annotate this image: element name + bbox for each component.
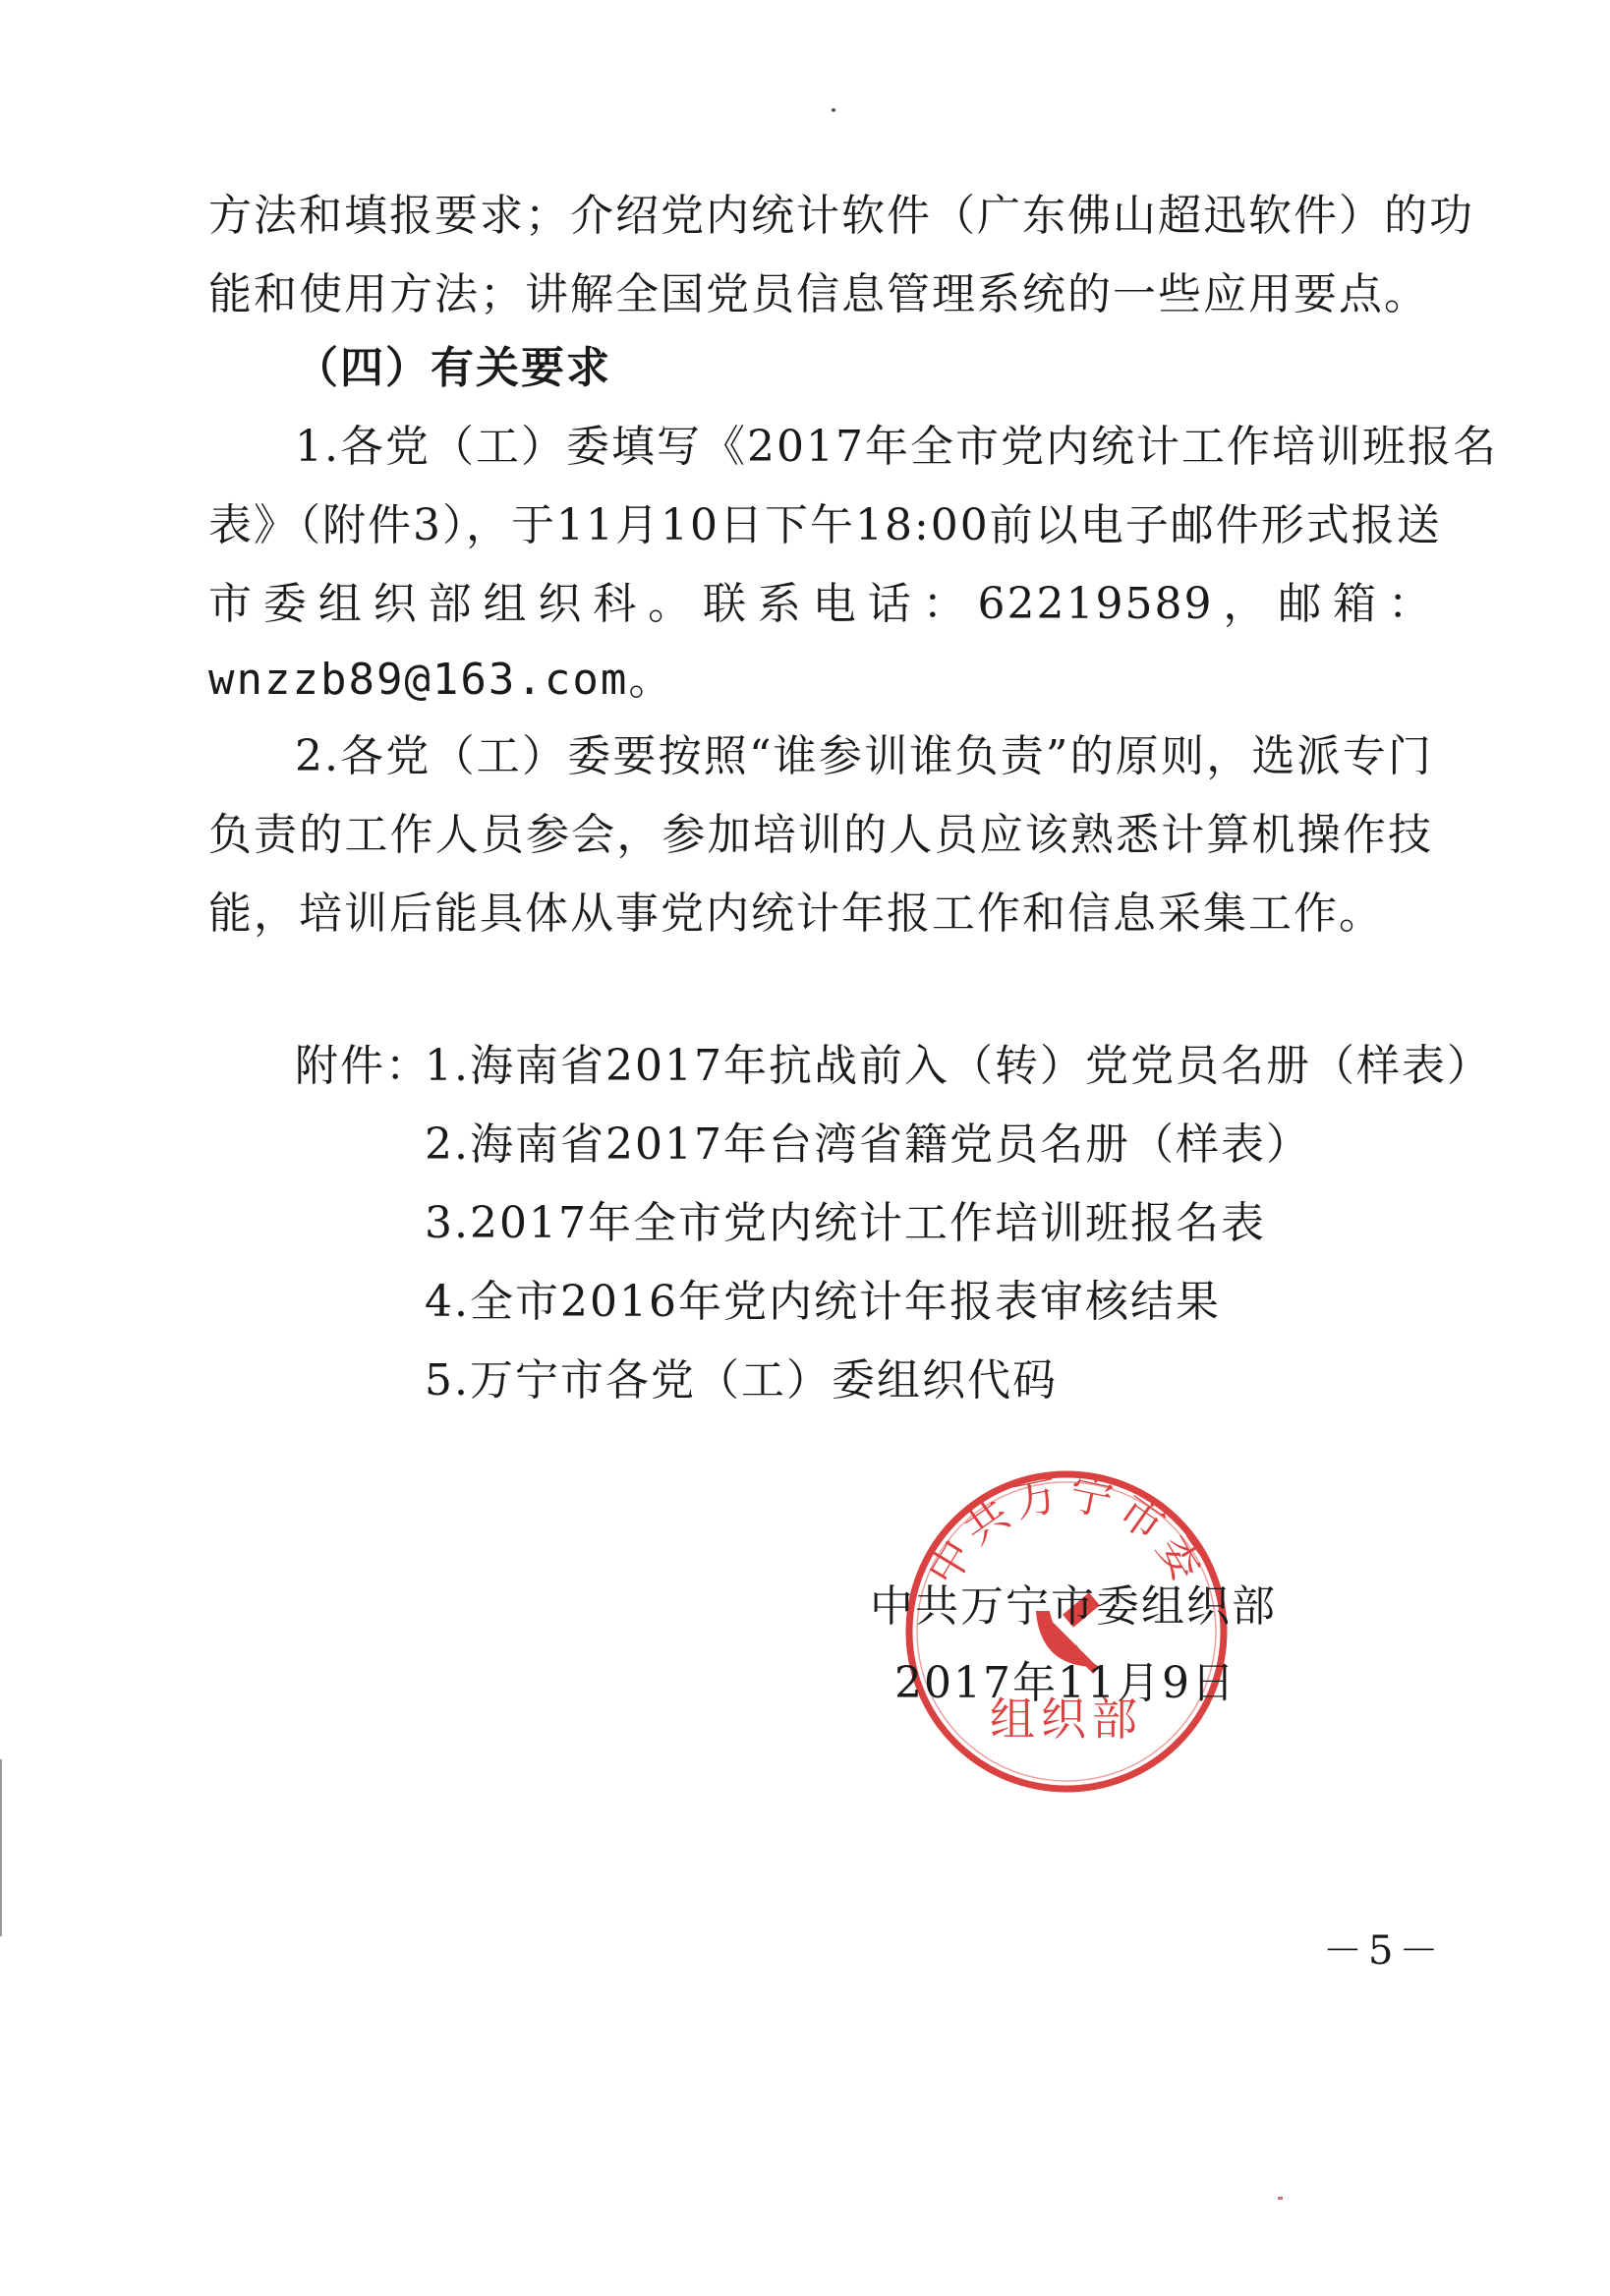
scan-edge-mark: [0, 1759, 2, 1936]
page-number: －5－: [1323, 1928, 1445, 1974]
scan-speck: [832, 108, 835, 112]
body-line-5: 市委组织部组织科。联系电话：62219589，邮箱：: [208, 579, 1433, 629]
attachment-item-1: 1.海南省2017年抗战前入（转）党党员名册（样表）: [425, 1041, 1492, 1091]
svg-text:中共万宁市委: 中共万宁市委: [917, 1468, 1216, 1594]
attachment-item-2: 2.海南省2017年台湾省籍党员名册（样表）: [425, 1119, 1311, 1170]
body-line-7: 负责的工作人员参会，参加培训的人员应该熟悉计算机操作技: [208, 810, 1433, 860]
scan-speck-red: [1278, 2197, 1283, 2200]
body-line-email: wnzzb89@163.com。: [208, 655, 674, 705]
signature-organization: 中共万宁市委组织部: [870, 1581, 1277, 1632]
signature-date: 2017年11月9日: [894, 1658, 1236, 1708]
body-line-8: 能，培训后能具体从事党内统计年报工作和信息采集工作。: [208, 889, 1384, 939]
body-line-4: 表》（附件3），于11月10日下午18:00前以电子邮件形式报送: [208, 500, 1442, 550]
attachment-item-3: 3.2017年全市党内统计工作培训班报名表: [425, 1198, 1266, 1248]
attachment-item-5: 5.万宁市各党（工）委组织代码: [425, 1355, 1058, 1406]
svg-text:组织部: 组织部: [990, 1693, 1143, 1746]
body-line-3: 1.各党（工）委填写《2017年全市党内统计工作培训班报名: [295, 422, 1498, 472]
body-line-2: 能和使用方法；讲解全国党员信息管理系统的一些应用要点。: [208, 269, 1429, 319]
body-line-6: 2.各党（工）委要按照“谁参训谁负责”的原则，选派专门: [295, 731, 1433, 781]
body-line-1: 方法和填报要求；介绍党内统计软件（广东佛山超迅软件）的功: [208, 191, 1474, 241]
attachments-label: 附件：: [295, 1041, 431, 1091]
section-heading: （四）有关要求: [295, 343, 611, 393]
attachment-item-4: 4.全市2016年党内统计年报表审核结果: [425, 1277, 1221, 1327]
